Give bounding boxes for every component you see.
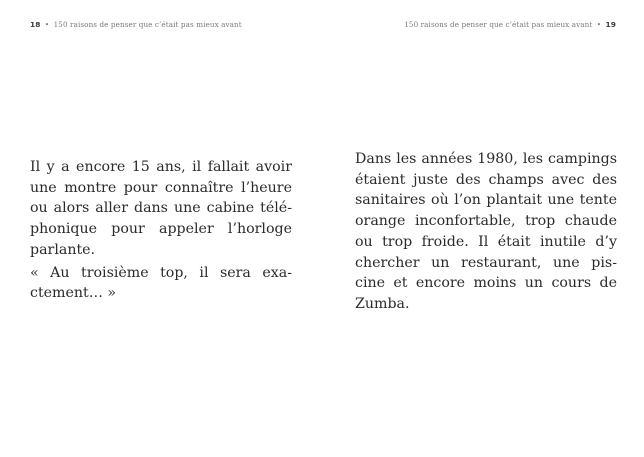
body-text-right <box>355 149 617 315</box>
text-line: une montre pour connaître l’heure <box>30 179 292 196</box>
bullet-separator: • <box>44 20 50 29</box>
text-line: ou trop froide. Il était inutile d’y <box>355 233 617 250</box>
text-line: « Au troisième top, il sera exa- <box>30 264 292 281</box>
page-number: 18 <box>30 20 41 29</box>
running-head-left <box>30 20 242 29</box>
text-line: phonique pour appeler l’horloge <box>30 221 292 238</box>
text-line: chercher un restaurant, une pis- <box>355 254 617 271</box>
text-line: sanitaires où l’on plantait une tente <box>355 192 617 209</box>
text-line: cine et encore moins un cours de <box>355 275 617 292</box>
text-line: Zumba. <box>355 295 410 312</box>
paragraph <box>355 149 617 315</box>
bullet-separator: • <box>596 20 602 29</box>
paragraph <box>30 263 292 304</box>
text-line: orange inconfortable, trop chaude <box>355 213 617 230</box>
text-line: ou alors aller dans une cabine télé- <box>30 200 292 217</box>
body-text-left <box>30 157 292 304</box>
paragraph <box>30 157 292 261</box>
text-line: étaient juste des champs avec des <box>355 171 617 188</box>
text-line: parlante. <box>30 241 96 258</box>
running-head-right <box>404 20 616 29</box>
book-title: 150 raisons de penser que c’était pas mieux avant <box>404 20 593 29</box>
page-number: 19 <box>605 20 616 29</box>
right-page <box>322 0 644 457</box>
text-line: ctement… » <box>30 285 117 302</box>
book-title: 150 raisons de penser que c’était pas mieux avant <box>53 20 242 29</box>
text-line: Il y a encore 15 ans, il fallait avoir <box>30 159 292 175</box>
text-line: Dans les années 1980, les campings <box>355 151 617 167</box>
